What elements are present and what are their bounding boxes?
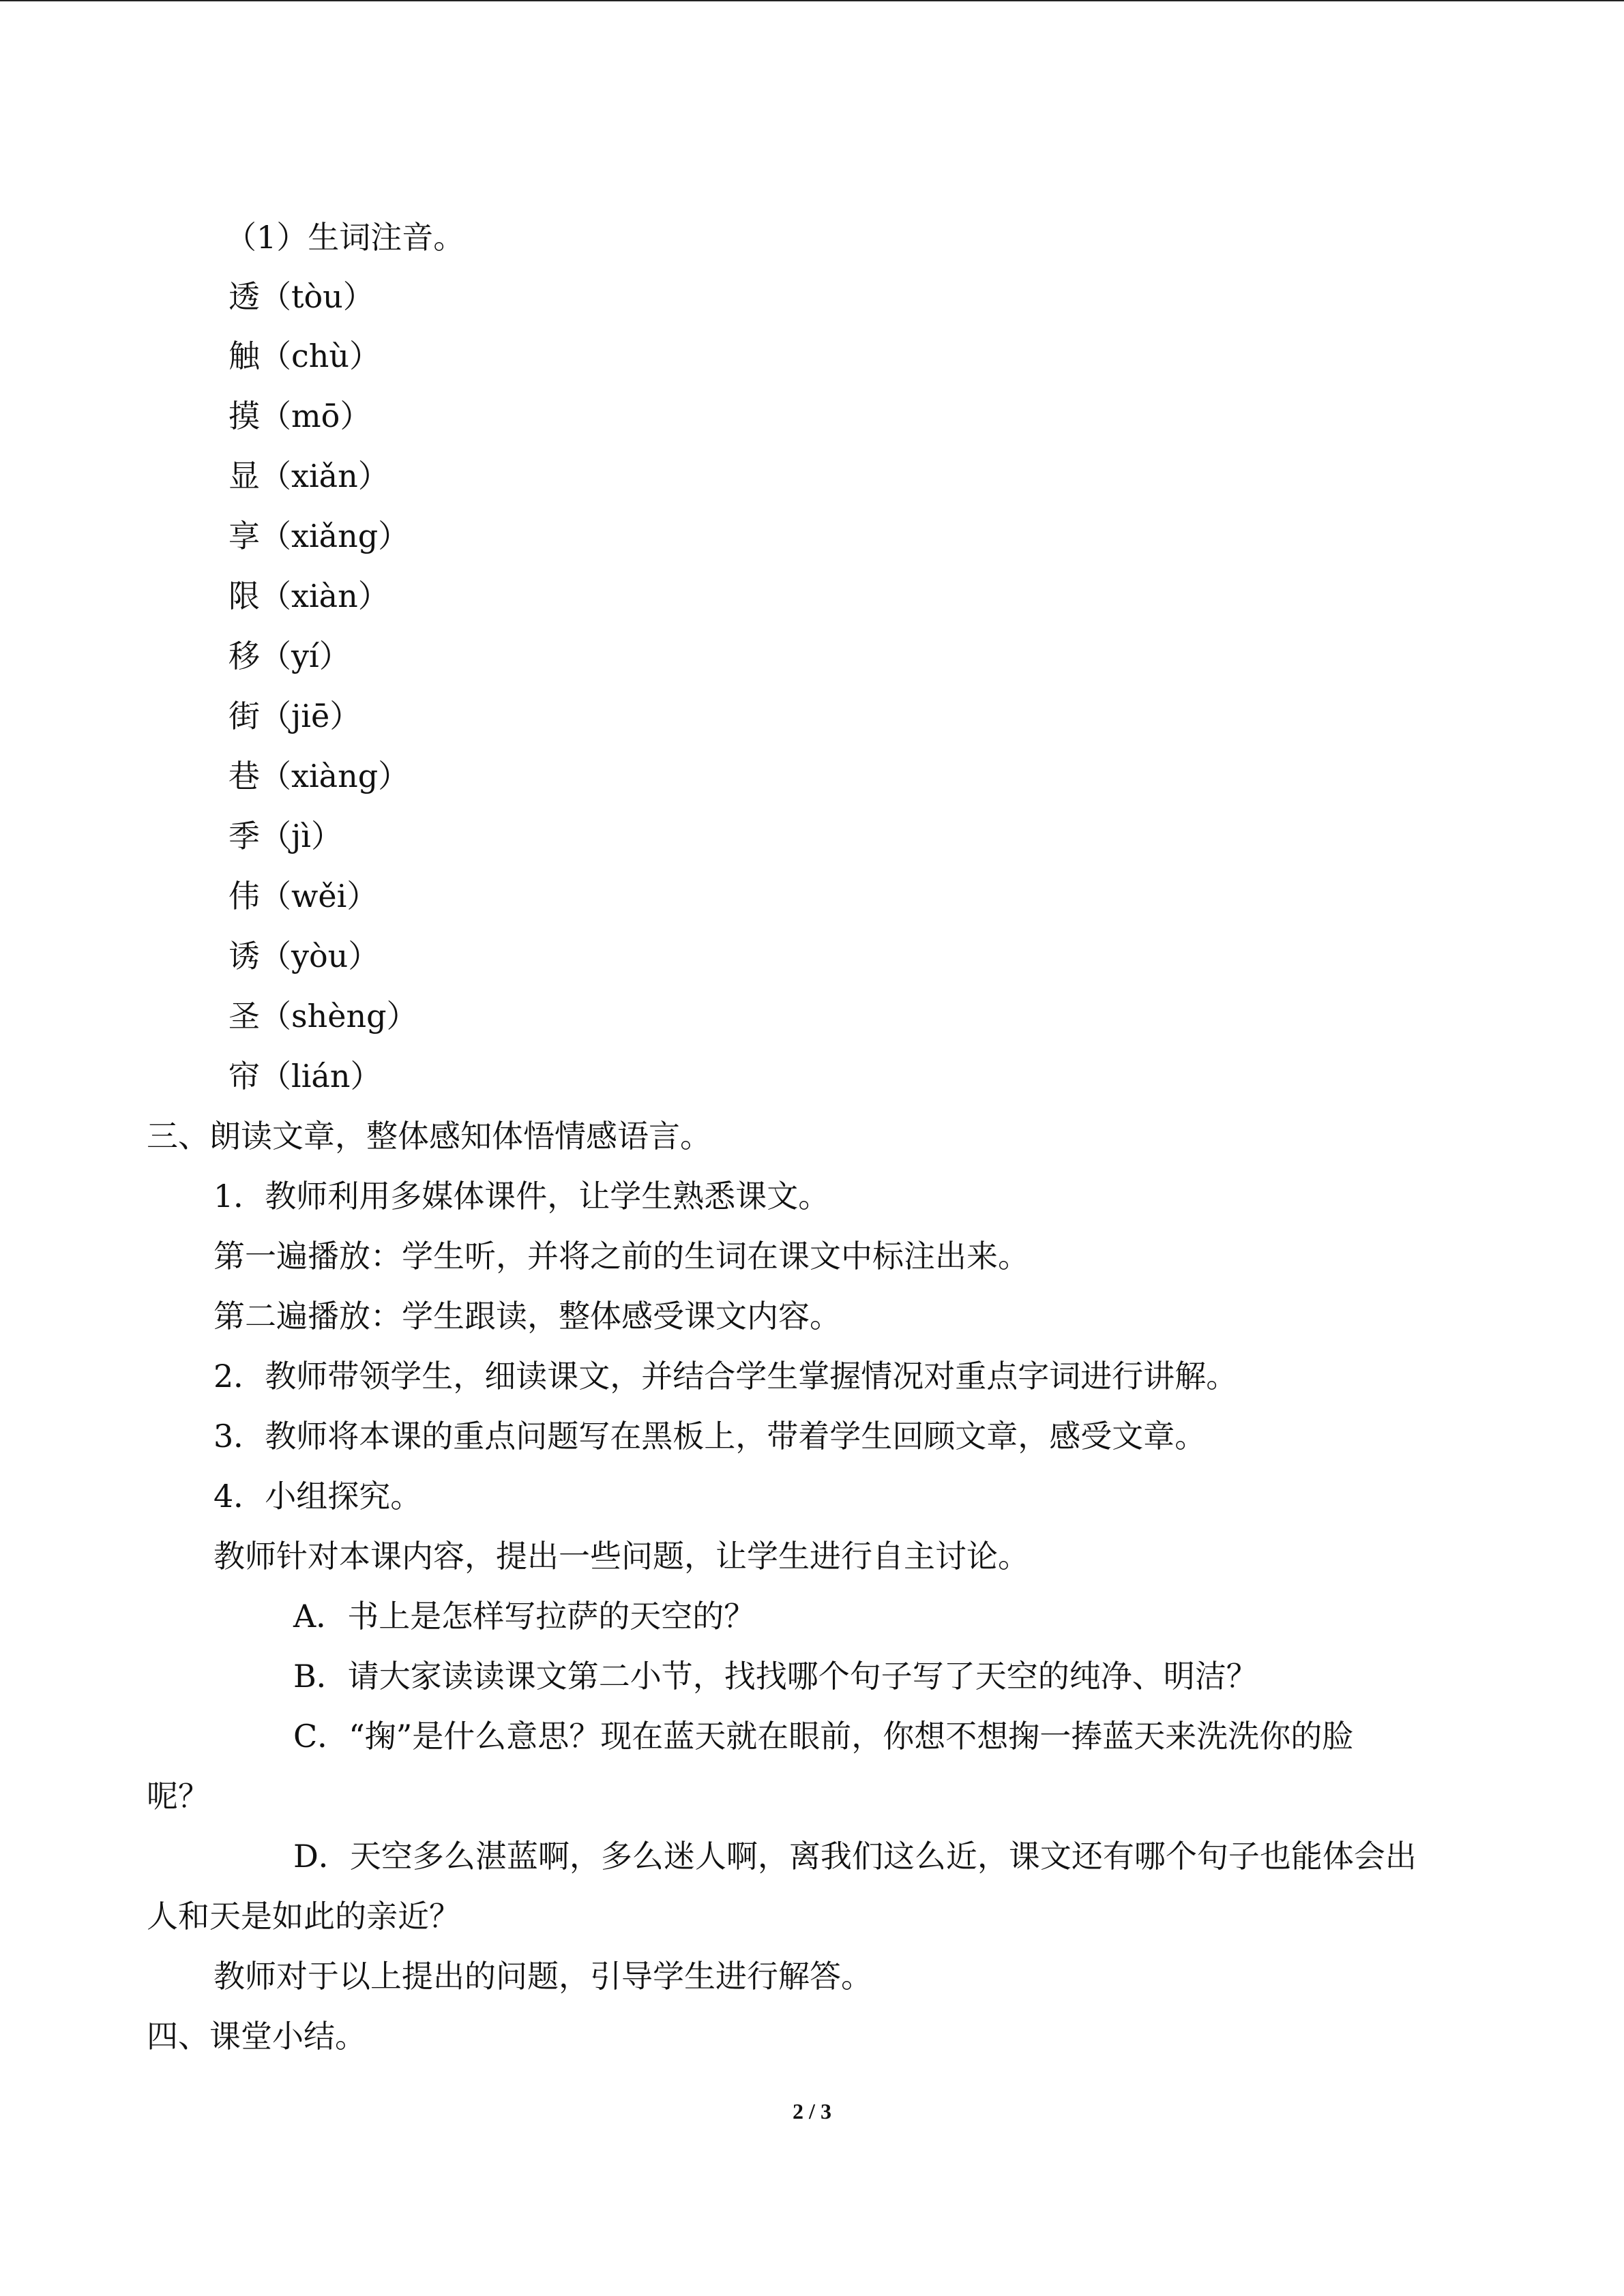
vocab-item: 享（xiǎng） xyxy=(228,518,410,554)
vocab-item: 诱（yòu） xyxy=(228,938,380,974)
vocab-heading: （1）生词注音。 xyxy=(225,219,465,256)
vocab-item: 限（xiàn） xyxy=(228,578,389,614)
section-3-heading: 三、朗读文章，整体感知体悟情感语言。 xyxy=(147,1118,711,1154)
vocab-item: 圣（shèng） xyxy=(228,998,418,1034)
question-d-continued: 人和天是如此的亲近？ xyxy=(147,1898,460,1935)
vocab-item: 摸（mō） xyxy=(228,398,372,434)
section-4-heading: 四、课堂小结。 xyxy=(147,2018,366,2055)
step-1: 1．教师利用多媒体课件，让学生熟悉课文。 xyxy=(213,1178,830,1214)
page-number: 2 / 3 xyxy=(793,2099,831,2123)
question-c-continued: 呢？ xyxy=(147,1778,209,1815)
vocab-item: 街（jiē） xyxy=(228,698,361,734)
step-4: 4．小组探究。 xyxy=(213,1478,422,1515)
vocab-item: 巷（xiàng） xyxy=(228,758,410,794)
question-a: A．书上是怎样写拉萨的天空的？ xyxy=(293,1598,756,1635)
second-playback: 第二遍播放：学生跟读，整体感受课文内容。 xyxy=(213,1298,841,1335)
step-3: 3．教师将本课的重点问题写在黑板上，带着学生回顾文章，感受文章。 xyxy=(213,1418,1207,1455)
vocab-item: 伟（wěi） xyxy=(228,878,379,914)
vocab-item: 透（tòu） xyxy=(228,278,374,315)
question-b: B．请大家读读课文第二小节，找找哪个句子写了天空的纯净、明洁？ xyxy=(293,1658,1258,1695)
vocab-item: 显（xiǎn） xyxy=(228,458,389,494)
vocab-item: 帘（lián） xyxy=(228,1058,382,1094)
vocab-item: 触（chù） xyxy=(228,338,381,374)
question-d: D．天空多么湛蓝啊，多么迷人啊，离我们这么近，课文还有哪个句子也能体会出 xyxy=(293,1838,1417,1875)
question-c: C．“掬”是什么意思？现在蓝天就在眼前，你想不想掬一捧蓝天来洗洗你的脸 xyxy=(293,1718,1354,1755)
vocab-item: 季（jì） xyxy=(228,818,342,854)
vocab-item: 移（yí） xyxy=(228,638,351,674)
group-discussion-intro: 教师针对本课内容，提出一些问题，让学生进行自主讨论。 xyxy=(213,1538,1029,1575)
first-playback: 第一遍播放：学生听，并将之前的生词在课文中标注出来。 xyxy=(213,1238,1029,1274)
teacher-guidance: 教师对于以上提出的问题，引导学生进行解答。 xyxy=(213,1958,872,1995)
step-2: 2．教师带领学生，细读课文，并结合学生掌握情况对重点字词进行讲解。 xyxy=(213,1358,1238,1395)
top-border xyxy=(0,0,1624,1)
